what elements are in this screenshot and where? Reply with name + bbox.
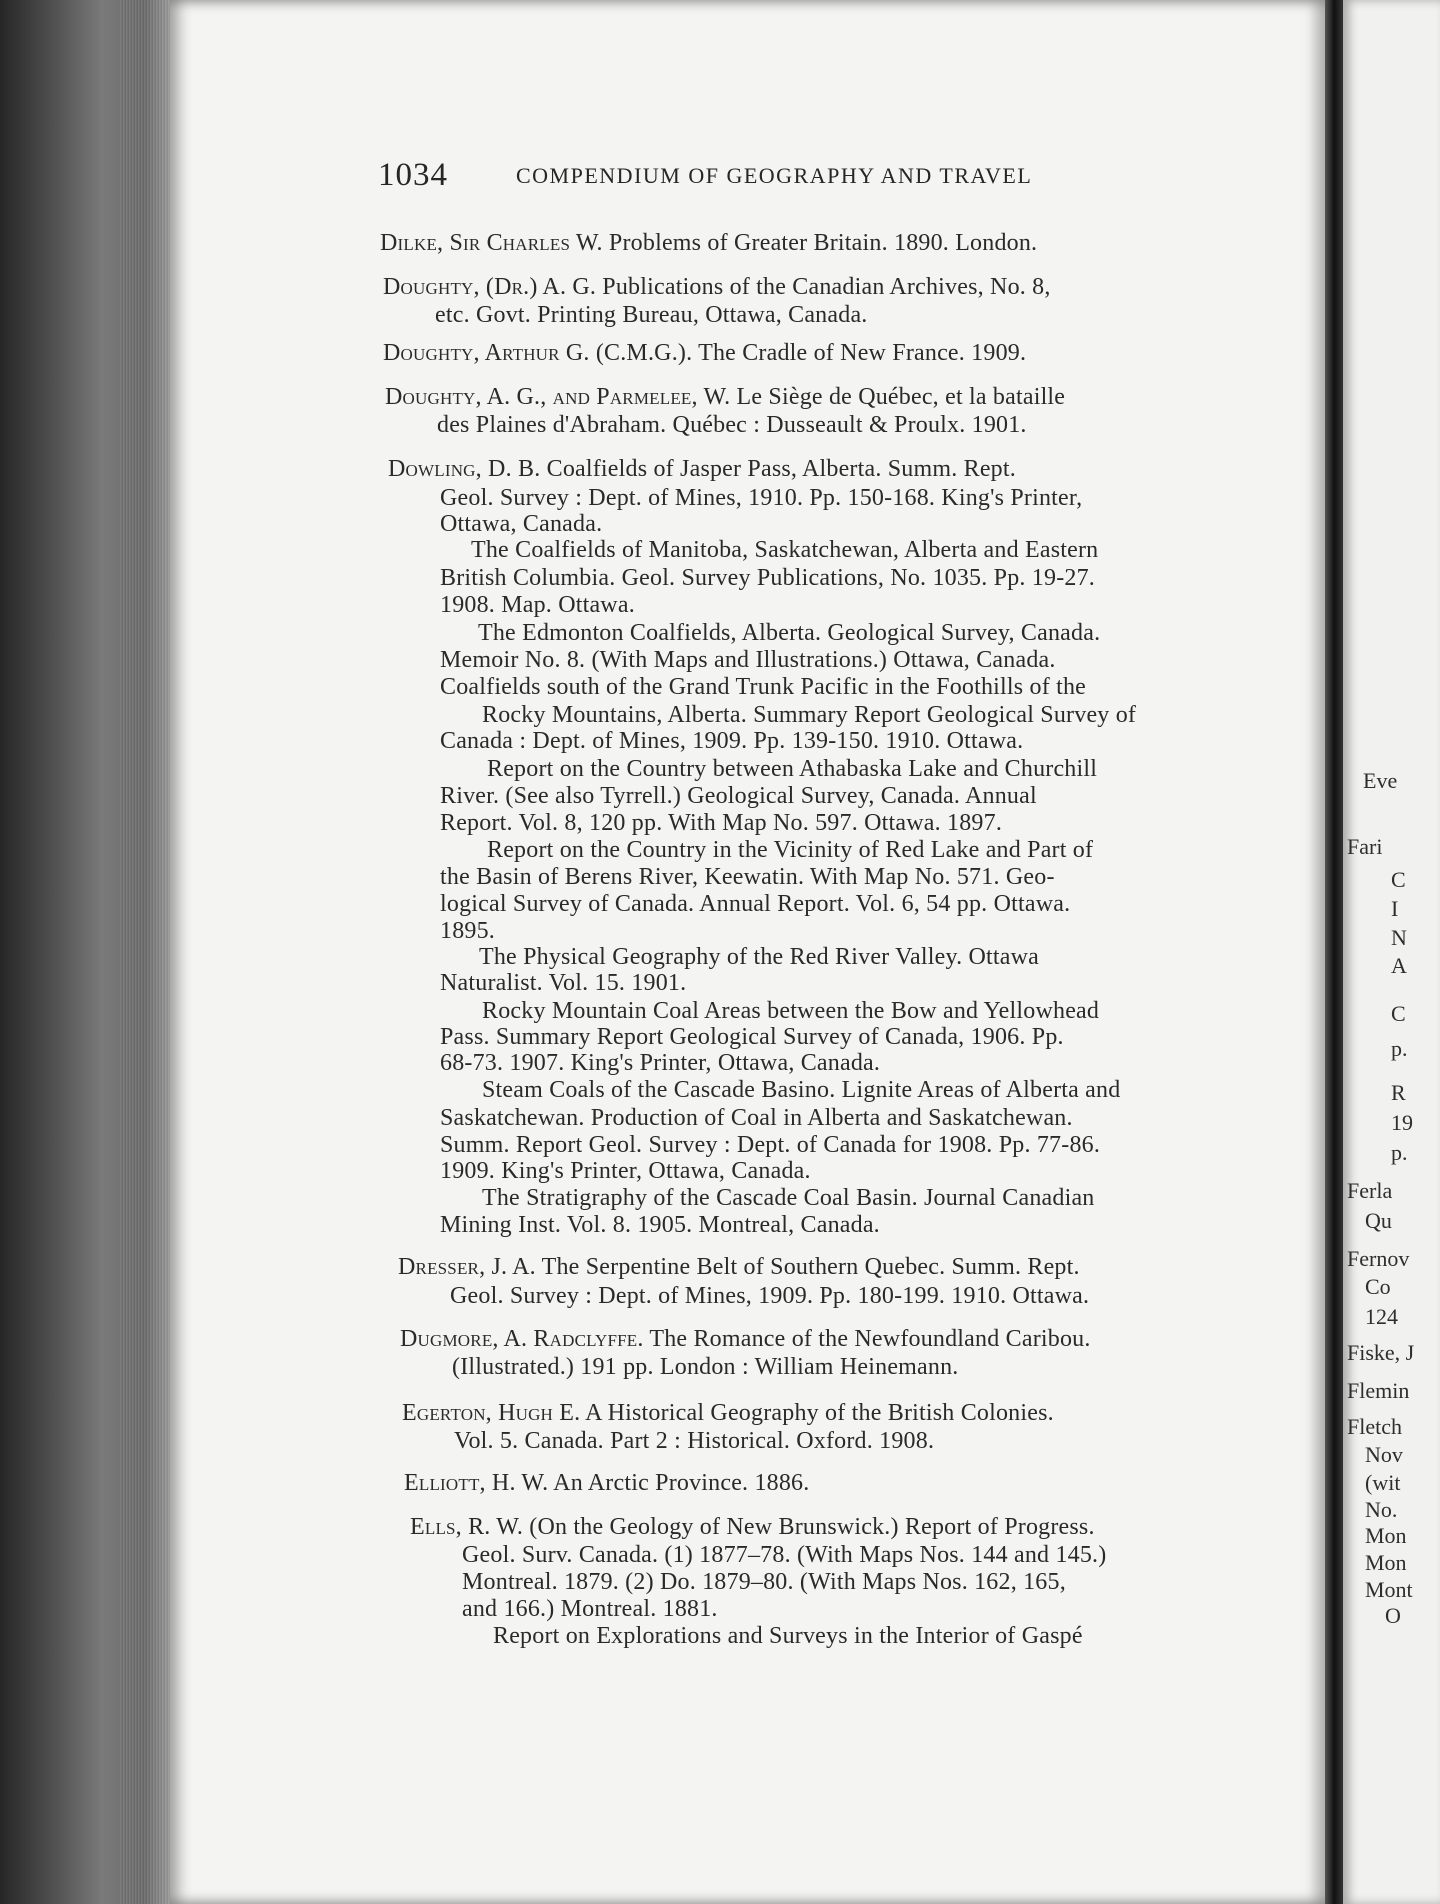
- entry-text: 1895.: [440, 918, 495, 944]
- facing-page-fragment: R: [1391, 1080, 1406, 1105]
- facing-page-fragment: Flemin: [1347, 1378, 1410, 1403]
- entry-text: The Cradle of New France. 1909.: [692, 340, 1027, 366]
- entry-continuation-line: [471, 535, 1098, 565]
- facing-page-fragment: p.: [1391, 1036, 1408, 1061]
- entry-author: Dowling, D. B.: [388, 456, 541, 482]
- entry-continuation-line: [435, 300, 868, 330]
- entry-continuation-line: [462, 1567, 1066, 1597]
- entry-text: A Historical Geography of the British Colonies.: [580, 1400, 1054, 1426]
- entry-first-line: [383, 338, 1026, 368]
- entry-continuation-line: [440, 645, 1056, 675]
- entry-continuation-line: [440, 672, 1086, 702]
- entry-continuation-line: [440, 1103, 1073, 1133]
- entry-first-line: [398, 1252, 1080, 1282]
- entry-text: Report on the Country in the Vicinity of Red Lake and Part of: [487, 837, 1094, 863]
- running-head: COMPENDIUM OF GEOGRAPHY AND TRAVEL: [516, 163, 1033, 188]
- entry-text: The Romance of the Newfoundland Caribou.: [643, 1326, 1091, 1352]
- page-number: 1034: [378, 157, 448, 193]
- facing-page-fragment: 19: [1391, 1110, 1413, 1135]
- entry-text: The Edmonton Coalfields, Alberta. Geological Survey, Canada.: [478, 620, 1101, 646]
- entry-text: Vol. 5. Canada. Part 2 : Historical. Oxford. 1908.: [454, 1428, 935, 1454]
- entry-text: etc. Govt. Printing Bureau, Ottawa, Canada.: [435, 302, 868, 328]
- entry-text: and 166.) Montreal. 1881.: [462, 1596, 718, 1622]
- entry-first-line: [410, 1512, 1095, 1542]
- entry-text: Montreal. 1879. (2) Do. 1879–80. (With Maps Nos. 162, 165,: [462, 1569, 1066, 1595]
- entry-continuation-line: [482, 1075, 1120, 1105]
- entry-author: Doughty, (Dr.) A. G.: [383, 274, 597, 300]
- entry-continuation-line: [478, 618, 1100, 648]
- entry-author: Ells, R. W.: [410, 1514, 524, 1540]
- entry-continuation-line: [452, 1352, 959, 1382]
- entry-continuation-line: [440, 808, 1002, 838]
- entry-continuation-line: [440, 563, 1095, 593]
- entry-first-line: [385, 382, 1065, 412]
- facing-page-fragment: C: [1391, 867, 1406, 892]
- facing-page-fragment: I: [1391, 896, 1399, 921]
- facing-page-fragment: No.: [1365, 1497, 1398, 1522]
- facing-page-fragment: p.: [1391, 1140, 1408, 1165]
- entry-text: The Serpentine Belt of Southern Quebec. Summ. Rept.: [535, 1254, 1080, 1280]
- entry-continuation-line: [440, 781, 1037, 811]
- entry-text: 1908. Map. Ottawa.: [440, 592, 635, 618]
- facing-page-fragment: Qu: [1365, 1208, 1392, 1233]
- facing-page-fragment: C: [1391, 1001, 1406, 1026]
- entry-author: Dilke, Sir Charles W.: [380, 230, 603, 256]
- entry-continuation-line: [462, 1594, 718, 1624]
- entry-text: River. (See also Tyrrell.) Geological Survey, Canada. Annual: [440, 783, 1037, 809]
- entry-text: Ottawa, Canada.: [440, 511, 603, 537]
- facing-page-fragment: Eve: [1363, 768, 1398, 793]
- entry-first-line: [388, 454, 1016, 484]
- facing-page-fragment: O: [1385, 1603, 1401, 1628]
- entry-first-line: [383, 272, 1051, 302]
- entry-continuation-line: [454, 1426, 934, 1456]
- entry-text: British Columbia. Geol. Survey Publications, No. 1035. Pp. 19-27.: [440, 565, 1095, 591]
- entry-text: Steam Coals of the Cascade Basino. Lignite Areas of Alberta and: [482, 1077, 1121, 1103]
- entry-continuation-line: [440, 726, 1023, 756]
- facing-page-fragment: Ferla: [1347, 1178, 1393, 1203]
- entry-continuation-line: [462, 1540, 1106, 1570]
- facing-page-fragment: Nov: [1365, 1442, 1403, 1467]
- entry-author: Egerton, Hugh E.: [402, 1400, 581, 1426]
- entry-text: The Coalfields of Manitoba, Saskatchewan, Alberta and Eastern: [471, 537, 1099, 563]
- entry-text: Geol. Survey : Dept. of Mines, 1910. Pp. 150-168. King's Printer,: [440, 485, 1083, 511]
- entry-continuation-line: [440, 1210, 880, 1240]
- entry-text: des Plaines d'Abraham. Québec : Dusseault & Proulx. 1901.: [437, 412, 1027, 438]
- entry-author: Doughty, A. G., and Parmelee, W.: [385, 384, 731, 410]
- facing-page: [1343, 0, 1440, 1904]
- entry-first-line: [404, 1468, 809, 1498]
- entry-text: 68-73. 1907. King's Printer, Ottawa, Canada.: [440, 1050, 881, 1076]
- entry-first-line: [400, 1324, 1091, 1354]
- entry-continuation-line: [437, 410, 1027, 440]
- entry-text: The Stratigraphy of the Cascade Coal Basin. Journal Canadian: [482, 1185, 1095, 1211]
- entry-continuation-line: [440, 1156, 811, 1186]
- entry-continuation-line: [487, 754, 1097, 784]
- facing-page-fragment: 124: [1365, 1304, 1398, 1329]
- entry-author: Elliott, H. W.: [404, 1470, 549, 1496]
- facing-page-fragment: Mont: [1365, 1577, 1413, 1602]
- facing-page-fragment: Mon: [1365, 1523, 1407, 1548]
- entry-text: Summ. Report Geol. Survey : Dept. of Canada for 1908. Pp. 77-86.: [440, 1132, 1101, 1158]
- entry-text: logical Survey of Canada. Annual Report. Vol. 6, 54 pp. Ottawa.: [440, 891, 1071, 917]
- entry-continuation-line: [440, 590, 635, 620]
- entry-text: Le Siège de Québec, et la bataille: [730, 384, 1066, 410]
- entry-author: Dresser, J. A.: [398, 1254, 536, 1280]
- facing-page-fragment: A: [1391, 953, 1407, 978]
- facing-page-fragment: Mon: [1365, 1550, 1407, 1575]
- entry-text: (Illustrated.) 191 pp. London : William Heinemann.: [452, 1354, 959, 1380]
- entry-text: Publications of the Canadian Archives, No. 8,: [596, 274, 1051, 300]
- entry-author: Doughty, Arthur G. (C.M.G.).: [383, 340, 693, 366]
- entry-text: Report on the Country between Athabaska Lake and Churchill: [487, 756, 1098, 782]
- entry-first-line: [402, 1398, 1054, 1428]
- entry-text: Report. Vol. 8, 120 pp. With Map No. 597. Ottawa. 1897.: [440, 810, 1003, 836]
- entry-text: Coalfields of Jasper Pass, Alberta. Summ. Rept.: [540, 456, 1016, 482]
- entry-text: (On the Geology of New Brunswick.) Report of Progress.: [523, 1514, 1095, 1540]
- facing-page-fragment: Fari: [1347, 834, 1383, 859]
- facing-page-fragment: Co: [1365, 1274, 1391, 1299]
- entry-continuation-line: [440, 1048, 880, 1078]
- page-edge-texture: [120, 0, 170, 1904]
- entry-text: Report on Explorations and Surveys in the Interior of Gaspé: [493, 1623, 1083, 1649]
- entry-text: Geol. Surv. Canada. (1) 1877–78. (With Maps Nos. 144 and 145.): [462, 1542, 1107, 1568]
- entry-continuation-line: [482, 1183, 1095, 1213]
- entry-text: Memoir No. 8. (With Maps and Illustrations.) Ottawa, Canada.: [440, 647, 1056, 673]
- entry-text: Rocky Mountain Coal Areas between the Bow and Yellowhead: [482, 998, 1100, 1024]
- book-gutter: [1325, 0, 1343, 1904]
- entry-author: Dugmore, A. Radclyffe.: [400, 1326, 644, 1352]
- facing-page-fragment: Fletch: [1347, 1414, 1402, 1439]
- entry-continuation-line: [440, 862, 1055, 892]
- page-header: [378, 157, 1328, 197]
- entry-continuation-line: [440, 889, 1070, 919]
- entry-text: Geol. Survey : Dept. of Mines, 1909. Pp. 180-199. 1910. Ottawa.: [450, 1283, 1090, 1309]
- entry-text: Saskatchewan. Production of Coal in Alberta and Saskatchewan.: [440, 1105, 1073, 1131]
- facing-page-fragment: N: [1391, 925, 1407, 950]
- entry-text: Rocky Mountains, Alberta. Summary Report Geological Survey of: [482, 702, 1137, 728]
- entry-text: Naturalist. Vol. 15. 1901.: [440, 970, 687, 996]
- entry-continuation-line: [487, 835, 1093, 865]
- entry-first-line: [380, 228, 1037, 258]
- entry-continuation-line: [440, 968, 686, 998]
- facing-page-fragment: (wit: [1365, 1470, 1401, 1495]
- entry-text: Coalfields south of the Grand Trunk Pacific in the Foothills of the: [440, 674, 1087, 700]
- entry-text: Mining Inst. Vol. 8. 1905. Montreal, Canada.: [440, 1212, 880, 1238]
- entry-text: Pass. Summary Report Geological Survey of Canada, 1906. Pp.: [440, 1024, 1064, 1050]
- entry-text: Problems of Greater Britain. 1890. London.: [602, 230, 1038, 256]
- facing-page-fragment: Fernov: [1347, 1246, 1410, 1271]
- entry-continuation-line: [450, 1281, 1089, 1311]
- entry-text: the Basin of Berens River, Keewatin. With Map No. 571. Geo-: [440, 864, 1055, 890]
- entry-text: 1909. King's Printer, Ottawa, Canada.: [440, 1158, 811, 1184]
- entry-text: The Physical Geography of the Red River Valley. Ottawa: [479, 944, 1039, 970]
- entry-text: Canada : Dept. of Mines, 1909. Pp. 139-150. 1910. Ottawa.: [440, 728, 1024, 754]
- entry-continuation-line: [493, 1621, 1083, 1651]
- entry-text: An Arctic Province. 1886.: [548, 1470, 810, 1496]
- facing-page-fragment: Fiske, J: [1347, 1340, 1415, 1365]
